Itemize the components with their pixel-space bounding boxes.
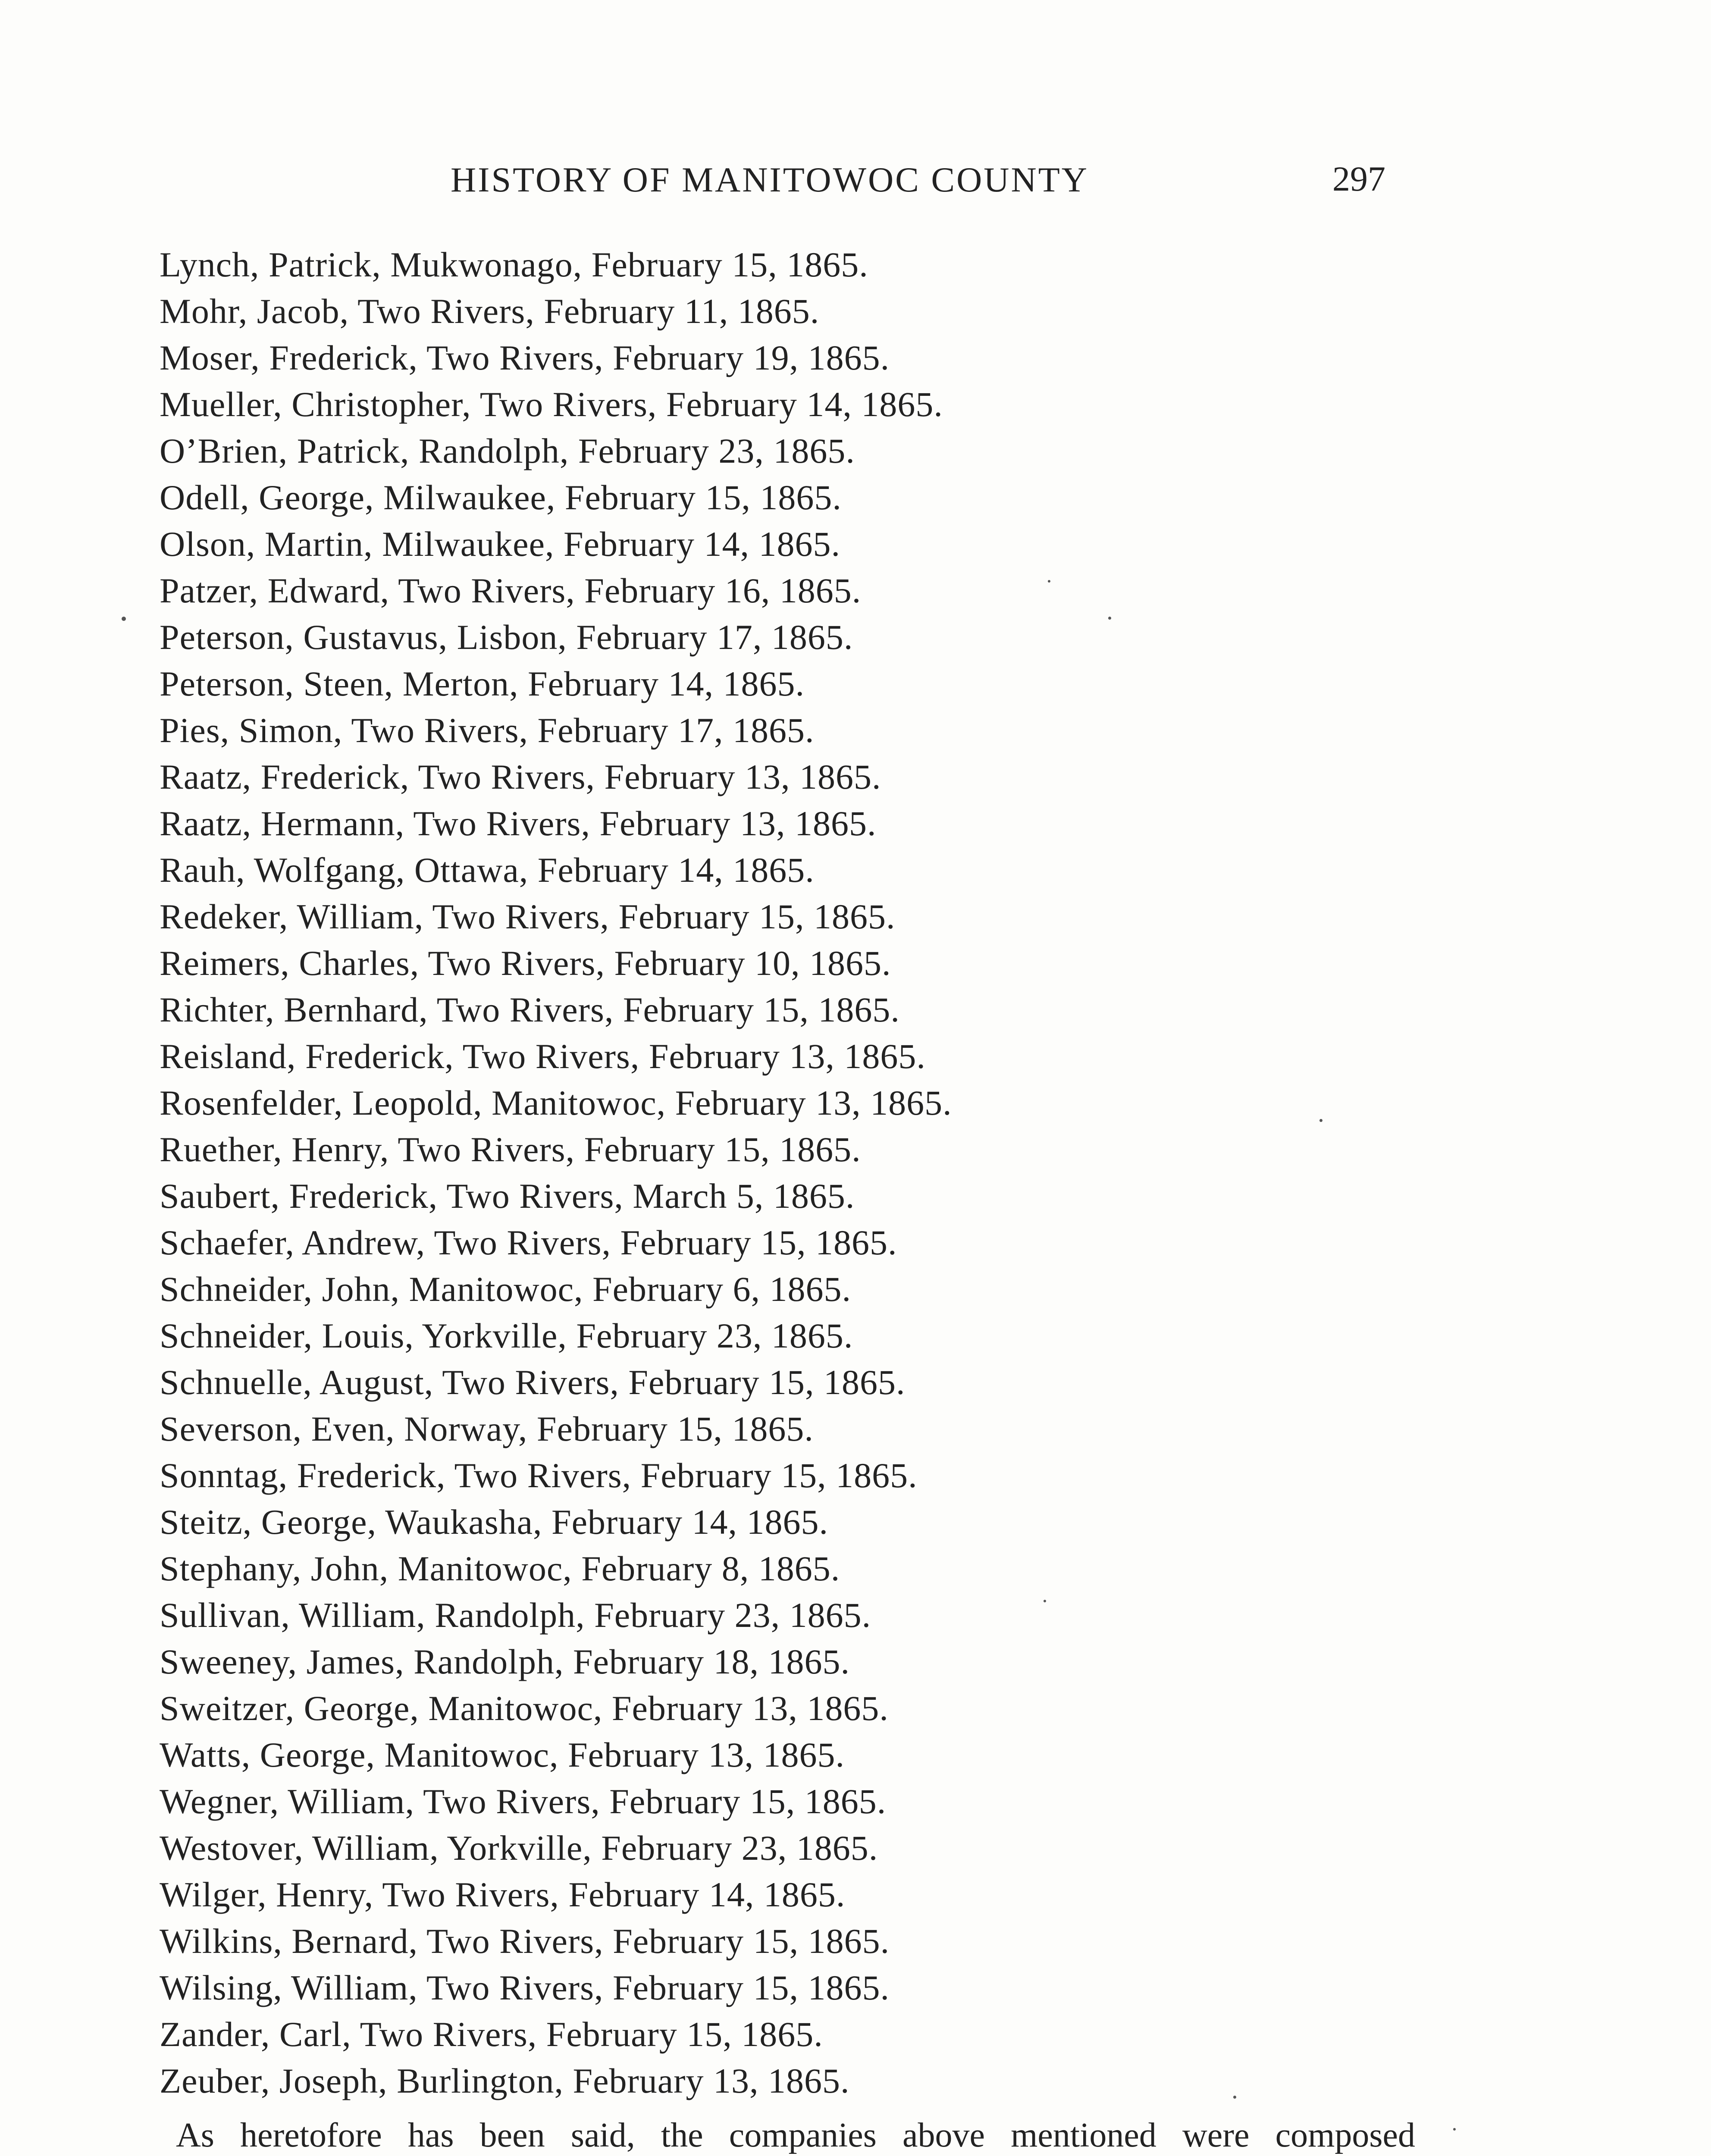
roster-entry: Wilsing, William, Two Rivers, February 15, 1865. — [160, 1968, 890, 2007]
roster-entry: Wilger, Henry, Two Rivers, February 14, 1865. — [160, 1875, 846, 1914]
roster-entry: Pies, Simon, Two Rivers, February 17, 1865. — [160, 711, 815, 750]
roster-entry: Peterson, Steen, Merton, February 14, 1865. — [160, 664, 805, 703]
roster-entry: Sweeney, James, Randolph, February 18, 1865. — [160, 1642, 850, 1681]
roster-entry: Zander, Carl, Two Rivers, February 15, 1865. — [160, 2015, 823, 2054]
roster-entry: Westover, William, Yorkville, February 23, 1865. — [160, 1828, 878, 1868]
print-speck — [1453, 2128, 1456, 2131]
roster-entry: Schnuelle, August, Two Rivers, February 15, 1865. — [160, 1363, 906, 1402]
roster-entry: Stephany, John, Manitowoc, February 8, 1865. — [160, 1549, 840, 1588]
roster-entry: Steitz, George, Waukasha, February 14, 1865. — [160, 1502, 829, 1542]
roster-entry: Severson, Even, Norway, February 15, 1865. — [160, 1409, 814, 1448]
roster-entry: Rosenfelder, Leopold, Manitowoc, February 13, 1865. — [160, 1083, 952, 1122]
soldier-roster — [160, 241, 1367, 2104]
roster-entry: Lynch, Patrick, Mukwonago, February 15, 1865. — [160, 245, 868, 284]
roster-entry: Saubert, Frederick, Two Rivers, March 5, 1865. — [160, 1176, 855, 1216]
roster-entry: Reisland, Frederick, Two Rivers, February 13, 1865. — [160, 1037, 926, 1076]
print-speck — [122, 617, 126, 621]
roster-entry: Ruether, Henry, Two Rivers, February 15, 1865. — [160, 1130, 861, 1169]
print-speck — [1044, 1600, 1046, 1602]
roster-entry: Olson, Martin, Milwaukee, February 14, 1865. — [160, 524, 840, 564]
roster-entry: Odell, George, Milwaukee, February 15, 1865. — [160, 478, 842, 517]
roster-entry: Sullivan, William, Randolph, February 23, 1865. — [160, 1595, 871, 1635]
roster-entry: Sonntag, Frederick, Two Rivers, February 15, 1865. — [160, 1456, 918, 1495]
roster-entry: Schaefer, Andrew, Two Rivers, February 15, 1865. — [160, 1223, 897, 1262]
roster-entry: Raatz, Hermann, Two Rivers, February 13, 1865. — [160, 804, 877, 843]
paragraph-line: As heretofore has been said, the companies above mentioned were composed — [176, 2116, 1415, 2154]
roster-entry: Patzer, Edward, Two Rivers, February 16, 1865. — [160, 571, 862, 610]
roster-entry: Watts, George, Manitowoc, February 13, 1865. — [160, 1735, 845, 1774]
roster-entry: Wilkins, Bernard, Two Rivers, February 15, 1865. — [160, 1921, 890, 1961]
roster-entry: Schneider, Louis, Yorkville, February 23, 1865. — [160, 1316, 853, 1355]
roster-entry: Redeker, William, Two Rivers, February 15, 1865. — [160, 897, 896, 936]
roster-entry: Raatz, Frederick, Two Rivers, February 13, 1865. — [160, 757, 881, 796]
roster-entry: O’Brien, Patrick, Randolph, February 23, 1865. — [160, 431, 855, 470]
roster-entry: Mueller, Christopher, Two Rivers, February 14, 1865. — [160, 385, 943, 424]
roster-entry: Rauh, Wolfgang, Ottawa, February 14, 1865. — [160, 850, 815, 890]
roster-entry: Richter, Bernhard, Two Rivers, February 15, 1865. — [160, 990, 900, 1029]
running-title: HISTORY OF MANITOWOC COUNTY — [450, 160, 1089, 199]
page-number: 297 — [1332, 159, 1385, 198]
roster-entry: Schneider, John, Manitowoc, February 6, 1865. — [160, 1269, 852, 1309]
roster-entry: Peterson, Gustavus, Lisbon, February 17, 1865. — [160, 617, 853, 657]
roster-entry: Sweitzer, George, Manitowoc, February 13, 1865. — [160, 1689, 889, 1728]
print-speck — [1319, 1119, 1322, 1122]
roster-entry: Wegner, William, Two Rivers, February 15, 1865. — [160, 1782, 887, 1821]
print-speck — [1108, 617, 1111, 620]
closing-paragraph — [122, 2112, 1415, 2156]
print-speck — [1048, 580, 1050, 583]
roster-entry: Moser, Frederick, Two Rivers, February 19, 1865. — [160, 338, 890, 377]
roster-entry: Reimers, Charles, Two Rivers, February 10, 1865. — [160, 943, 891, 983]
print-speck — [1233, 2096, 1236, 2099]
roster-entry: Mohr, Jacob, Two Rivers, February 11, 1865. — [160, 291, 820, 331]
roster-entry: Zeuber, Joseph, Burlington, February 13, 1865. — [160, 2061, 850, 2100]
